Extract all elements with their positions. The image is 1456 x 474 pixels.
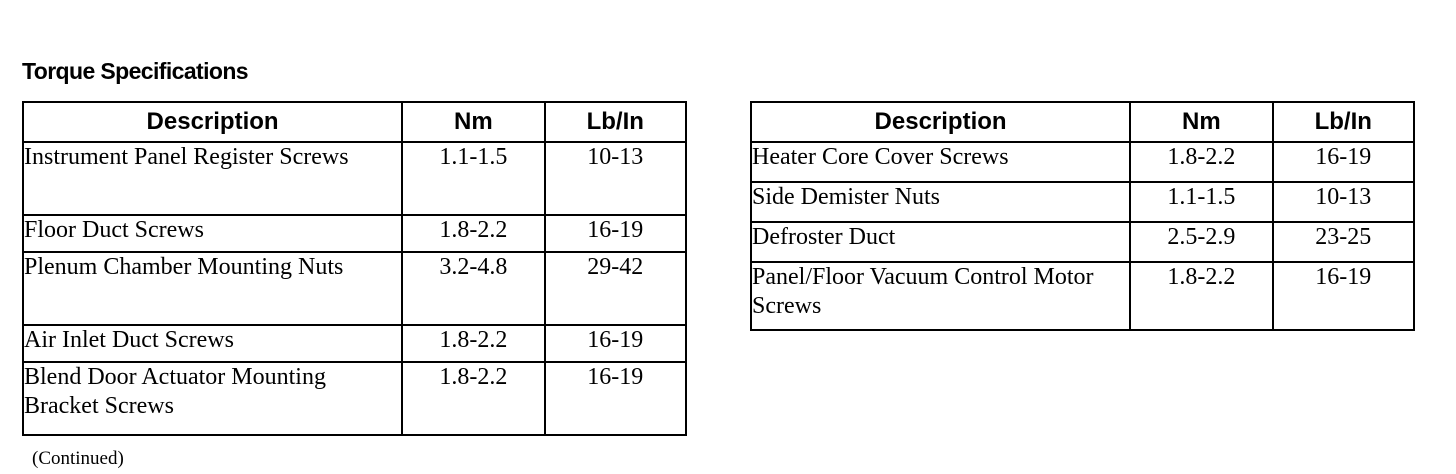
nm-cell: 1.8-2.2 — [1130, 262, 1272, 330]
description-cell: Heater Core Cover Screws — [751, 142, 1130, 182]
nm-cell: 1.8-2.2 — [402, 362, 544, 435]
torque-table-right — [750, 101, 1415, 331]
table-row — [23, 325, 686, 362]
description-cell: Air Inlet Duct Screws — [23, 325, 402, 362]
nm-cell: 1.8-2.2 — [1130, 142, 1272, 182]
table-row — [23, 252, 686, 325]
table-row — [23, 362, 686, 435]
description-cell: Side Demister Nuts — [751, 182, 1130, 222]
column-header-nm: Nm — [1130, 102, 1272, 142]
description-cell: Instrument Panel Register Screws — [23, 142, 402, 215]
lbin-cell: 16-19 — [545, 215, 686, 252]
table-row — [751, 142, 1414, 182]
table-row — [751, 222, 1414, 262]
column-header-description: Description — [751, 102, 1130, 142]
lbin-cell: 10-13 — [545, 142, 686, 215]
nm-cell: 2.5-2.9 — [1130, 222, 1272, 262]
nm-cell: 1.8-2.2 — [402, 215, 544, 252]
lbin-cell: 10-13 — [1273, 182, 1414, 222]
lbin-cell: 16-19 — [1273, 142, 1414, 182]
column-header-nm: Nm — [402, 102, 544, 142]
column-header-description: Description — [23, 102, 402, 142]
table-row — [23, 142, 686, 215]
description-cell: Panel/Floor Vacuum Control Motor Screws — [751, 262, 1130, 330]
description-cell: Floor Duct Screws — [23, 215, 402, 252]
nm-cell: 3.2-4.8 — [402, 252, 544, 325]
table-header-row — [23, 102, 686, 142]
nm-cell: 1.1-1.5 — [402, 142, 544, 215]
continued-note: (Continued) — [32, 448, 124, 469]
lbin-cell: 23-25 — [1273, 222, 1414, 262]
table-row — [751, 262, 1414, 330]
lbin-cell: 16-19 — [545, 325, 686, 362]
table-row — [23, 215, 686, 252]
table-row — [751, 182, 1414, 222]
description-cell: Defroster Duct — [751, 222, 1130, 262]
nm-cell: 1.8-2.2 — [402, 325, 544, 362]
page-title: Torque Specifications — [22, 58, 248, 84]
column-header-lbin: Lb/In — [1273, 102, 1414, 142]
description-cell: Blend Door Actuator Mounting Bracket Screws — [23, 362, 402, 435]
lbin-cell: 16-19 — [1273, 262, 1414, 330]
torque-table-left — [22, 101, 687, 436]
lbin-cell: 16-19 — [545, 362, 686, 435]
nm-cell: 1.1-1.5 — [1130, 182, 1272, 222]
description-cell: Plenum Chamber Mounting Nuts — [23, 252, 402, 325]
lbin-cell: 29-42 — [545, 252, 686, 325]
column-header-lbin: Lb/In — [545, 102, 686, 142]
table-header-row — [751, 102, 1414, 142]
